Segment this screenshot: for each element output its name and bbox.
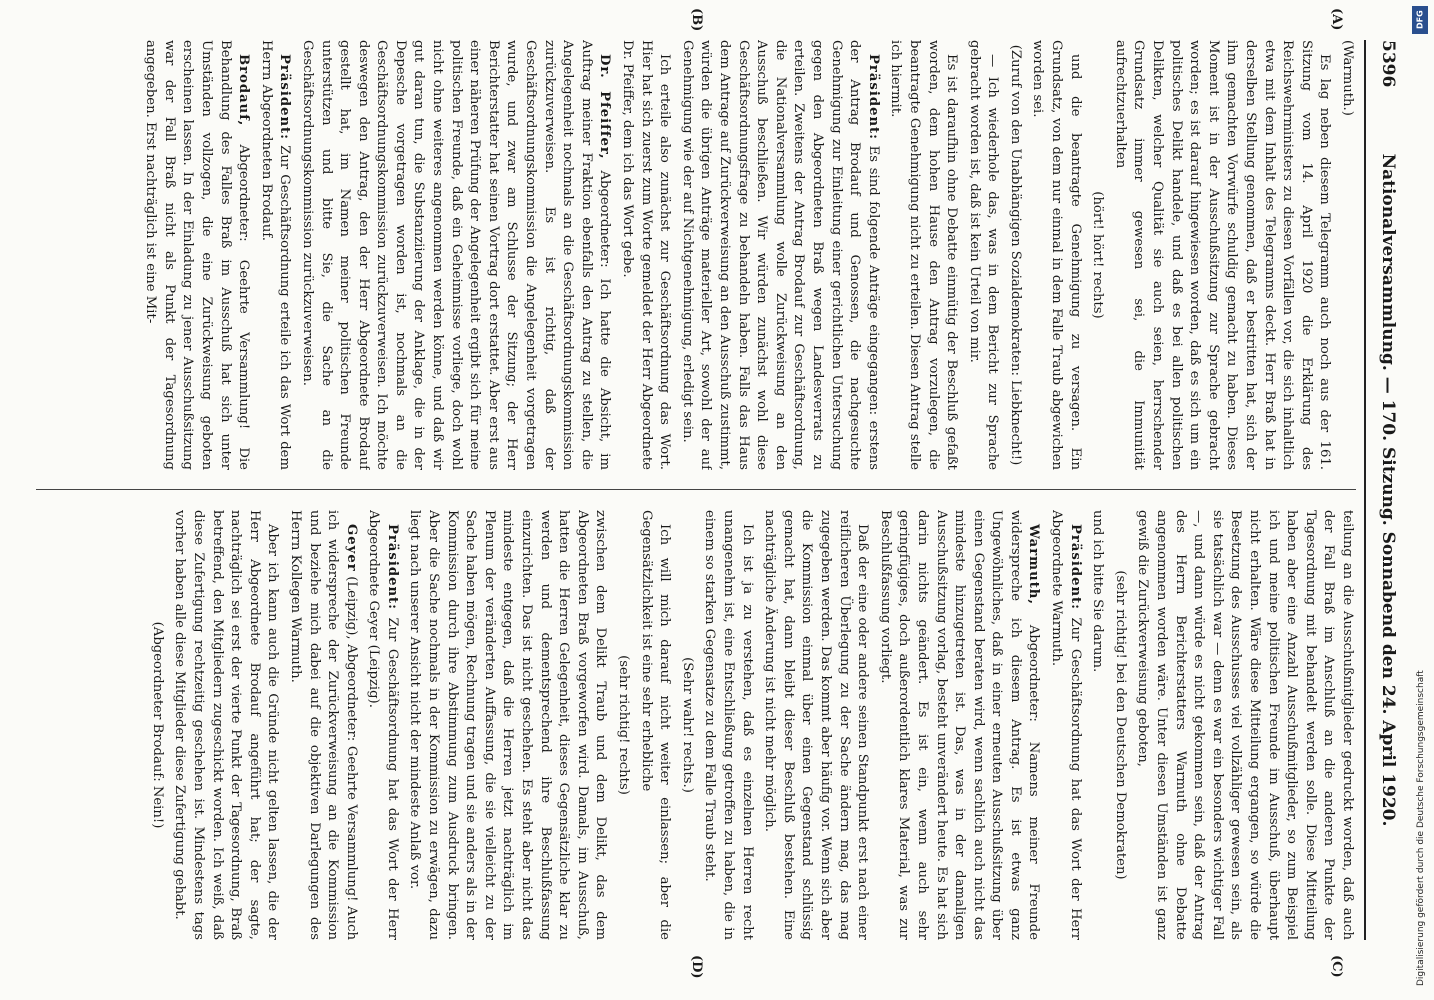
dfg-logo: DFG — [1412, 6, 1428, 34]
speech-text: Abgeordneter: Geehrte Versammlung! Die Behandlung des Falles Braß im Ausschuß hat sich unter Umständen vollzogen, die eine Zurückweisung geboten erscheinen lassen. In der Einladung zu jener Ausschußsitzung war der Fall Braß nicht als Punkt der Tagesordnung angegeben. Erst nachträglich ist eine Mit- — [143, 40, 252, 470]
speaker-name: Präsident: — [277, 54, 293, 141]
page-number: 5396 — [1378, 40, 1398, 88]
paragraph: Ich erteile also zunächst zur Geschäftsordnung das Wort. Hier hat sich zuerst zum Worte gemeldet der Herr Abgeordnete Dr. Pfeiffer, dem ich das Wort gebe. — [620, 40, 673, 470]
paragraph: Ich will mich darauf nicht weiter einlassen; aber die Gegensätzlichkeit ist eine sehr erhebliche — [638, 510, 673, 940]
speech-paragraph — [285, 510, 359, 940]
speech-paragraph — [677, 40, 882, 470]
interjection: (sehr richtig! rechts) — [616, 655, 632, 795]
paragraph: Es ist daraufhin ohne Debatte einmütig der Beschluß gefaßt worden, dem hohen Hause den Antrag vorzulegen, die beantragte Genehmigung nicht zu erteilen. Diesen Antrag stelle ich hiermit. — [888, 40, 960, 470]
interjection: (Abgeordneter Brodauf: Nein!) — [149, 621, 165, 829]
paragraph: — Ich wiederhole das, was in dem Bericht zur Sprache gebracht worden ist, daß ist kein Urteil von mir. — [966, 40, 1001, 470]
speech-paragraph — [141, 40, 253, 470]
speaker-name: Dr. Pfeiffer, — [597, 54, 613, 160]
speaker-name: Präsident: — [1067, 524, 1083, 611]
paragraph: Aber ich kann auch die Gründe nicht gelten lassen, die der Herr Abgeordnete Brodauf angeführt hat; der sagte, nachträglich sei erst der vierte Punkt der Tagesordnung, Braß betreffend, den Mitgliedern zugeschickt worden. Ich weiß, daß diese Zufertigung rechtzeitig geschehen ist. Mindestens tags vorher haben alle diese Mitglieder diese Zufertigung gehabt. — [172, 510, 281, 940]
speech-text: (Leipzig), Abgeordneter: Geehrte Versammlung! Auch ich widerspreche der Zurückverweisung an die Kommission und beziehe mich dabei auf die objektiven Darlegungen des Herrn Kollegen Warmuth. — [287, 510, 359, 940]
speaker-name: Warmuth, — [1026, 524, 1042, 605]
speech-paragraph — [875, 510, 1042, 940]
speaker-name: Brodauf, — [236, 54, 252, 127]
speech-paragraph — [1047, 510, 1084, 940]
speech-paragraph — [297, 40, 613, 470]
header-divider — [1364, 40, 1366, 940]
speech-paragraph — [364, 510, 401, 940]
paragraph: teilung an die Ausschußmitglieder gedruckt worden, daß auch der Fall Braß im Anschluß an die anderen Punkte der Tagesordnung mit behandelt werden solle. Diese Mitteilung haben aber eine Anzahl Ausschußmitglieder, so zum Beispiel ich und meine politischen Freunde im Ausschuß, überhaupt nicht erhalten. Wäre diese Mitteilung ergangen, so würde die Besetzung des Ausschusses viel vollzähliger gewesen sein, als sie tatsächlich war — denn es war ein besonders wichtiger Fall —, und dann würde es nicht gekommen sein, daß der Antrag des Herrn Berichterstatters Warmuth ohne Debatte angenommen worden wäre. Unter diesen Umständen ist ganz gewiß die Zurückverweisung geboten, — [1135, 510, 1355, 940]
speaker-name: Geyer — [343, 524, 359, 572]
speech-text: Zur Geschäftsordnung hat das Wort der Herr Abgeordnete Warmuth. — [1049, 510, 1083, 940]
interjection: (Sehr wahr! rechts.) — [679, 657, 695, 793]
speech-paragraph — [256, 40, 293, 470]
margin-mark-c: (C) — [1329, 955, 1344, 978]
paragraph: Daß der eine oder andere seinen Standpunkt erst nach einer reiflicheren Überlegung zu der Sache ändern mag, das mag zugegeben werden. Das kommt aber häufig vor. Wenn sich aber die Kommission einmal über einen Gegenstand schlüssig gemacht hat, dann bleibt dieser Beschluß bestehen. Eine nachträgliche Änderung ist nicht mehr möglich. — [762, 510, 871, 940]
interjection: (sehr richtig! bei den Deutschen Demokraten) — [1112, 570, 1128, 880]
paragraph: Es lag neben diesem Telegramm auch noch aus der 161. Sitzung vom 14. April 1920 die Erklärung des Reichswehrministers zu diesen Vorfällen vor, die sich inhaltlich etwa mit dem Inhalt des Telegramms deckt. Herr Braß hat in derselben Stellung genommen, daß er bestritten hat, sich der ihm gemachten Vorwürfe schuldig gemacht zu haben. Dieses Moment ist in der Ausschußsitzung zur Sprache gebracht worden; es ist darauf hingewiesen worden, daß es sich um ein politisches Delikt handele, und daß es bei allen politischen Delikten, welcher Qualität sie auch seien, herrschender Grundsatz immer gewesen sei, die Immunität aufrechtzuerhalten — [1112, 40, 1333, 470]
margin-mark-d: (D) — [689, 955, 704, 979]
margin-mark-b: (B) — [689, 8, 704, 32]
paragraph: Ich ist ja zu verstehen, daß es einzelnen Herren recht unangenehm ist, eine Entschließung getroffen zu haben, die in einem so starken Gegensatze zu dem Falle Traub steht. — [702, 510, 755, 940]
interjection: (hört! hört! rechts) — [1090, 191, 1106, 319]
page-title: Nationalversammlung. — 170. Sitzung. Sonnabend den 24. April 1920. — [1378, 153, 1398, 827]
speaker-name: Präsident: — [384, 524, 400, 611]
paragraph: und die beantragte Genehmigung zu versagen. Ein Grundsatz, von dem nur einmal in dem Falle Traub abgewichen worden sei. — [1030, 40, 1083, 470]
margin-mark-a: (A) — [1329, 8, 1344, 31]
speech-text: Abgeordneter: Namens meiner Freunde widerspreche ich diesem Antrag. Es ist etwas ganz Ungewöhnliches, daß in einer erneuten Ausschußsitzung über einen Gegenstand beraten wird, wenn sachlich auch nicht das mindeste hinzugetreten ist. Das, was in der damaligen Ausschußsitzung vorlag, besteht unverändert heute. Es hat sich darin nichts geändert. Es ist ein, wenn auch sehr geringfügiges, doch außerordentlich klares Material, was zur Beschlußfassung vorliegt. — [877, 510, 1042, 940]
interjection: (Zuruf von den Unabhängigen Sozialdemokraten: Liebknecht!) — [1007, 44, 1023, 466]
speech-text: Abgeordneter: Ich hatte die Absicht, im Auftrag meiner Fraktion ebenfalls den Antrag zu stellen, die Angelegenheit nochmals an die Geschäftsordnungskommission zurückzuverweisen. Es ist richtig, daß der Geschäftsordnungskommission die Angelegenheit vorgetragen wurde, und zwar am Schlusse der Sitzung; der Herr Berichterstatter hat seinen Vortrag dort erstattet. Aber erst aus einer näheren Prüfung der Angelegenheit ergibt sich für meine politischen Freunde, daß ein Geheimnisse vorliege, doch wohl nicht ohne weiteres angenommen werden könne, und daß wir gut daran tun, die Substanziierung der Anklage, die in der Depesche vorgetragen worden ist, nochmals an die Geschäftsordnungskommission zurückzuverweisen. Ich möchte deswegen den Antrag, den der Herr Abgeordnete Brodauf gestellt hat, im Namen meiner politischen Freunde unterstützen und bitte Sie, die Sache an die Geschäftsordnungskommission zurückzuverweisen. — [299, 40, 613, 470]
digitization-credit: Digitalisierung gefördert durch die Deutsche Forschungsgemeinschaft — [1416, 670, 1426, 986]
left-text-column — [16, 40, 1356, 470]
paragraph: (Warmuth.) — [1340, 40, 1355, 116]
speaker-name: Präsident: — [865, 54, 881, 141]
page-header — [1368, 40, 1408, 940]
right-text-column — [16, 510, 1356, 940]
speech-text: Zur Geschäftsordnung hat das Wort der Herr Abgeordnete Geyer (Leipzig). — [366, 510, 400, 940]
speech-text: Zur Geschäftsordnung erteile ich das Wort dem Herrn Abgeordneten Brodauf. — [258, 40, 293, 470]
speech-text: Es sind folgende Anträge eingegangen: erstens der Antrag Brodauf und Genossen, die nachgesuchte Genehmigung zur Einleitung einer gerichtlichen Untersuchung gegen den Abgeordneten Braß wegen Landesverrats zu erteilen. Zweitens der Antrag Brodauf zur Geschäftsordnung, die Nationalversammlung wolle Zurückweisung an den Ausschuß beschließen. Wir würden zunächst wohl diese Geschäftsordnungsfrage zu behandeln haben. Falls das Haus dem Antrage auf Zurückverweisung an den Ausschuß zustimmt, würden die übrigen Anträge materieller Art, sowohl der auf Genehmigung wie der auf Nichtgenehmigung, erledigt sein. — [679, 40, 881, 470]
paragraph: zwischen dem Delikt Traub und dem Delikt, das dem Abgeordneten Braß vorgeworfen wird. Damals, im Ausschuß, hatten die Herren Gelegenheit, dieses Gegensätzliche klar zu werden und dementsprechend ihre Beschlußfassung einzurichten. Das ist nicht geschehen. Es steht aber nicht das mindeste entgegen, daß die Herren jetzt nachträglich im Plenum der veränderten Auffassung, die sie vielleicht zu der Sache haben mögen, Rechnung tragen und sie anders als in der Kommission durch ihre Abstimmung zum Ausdruck bringen. Aber die Sache nochmals in der Kommission zu erwägen, dazu liegt nach unserer Ansicht nicht der mindeste Anlaß vor. — [407, 510, 609, 940]
paragraph: und ich bitte Sie darum. — [1090, 510, 1106, 673]
column-divider — [36, 489, 1356, 490]
